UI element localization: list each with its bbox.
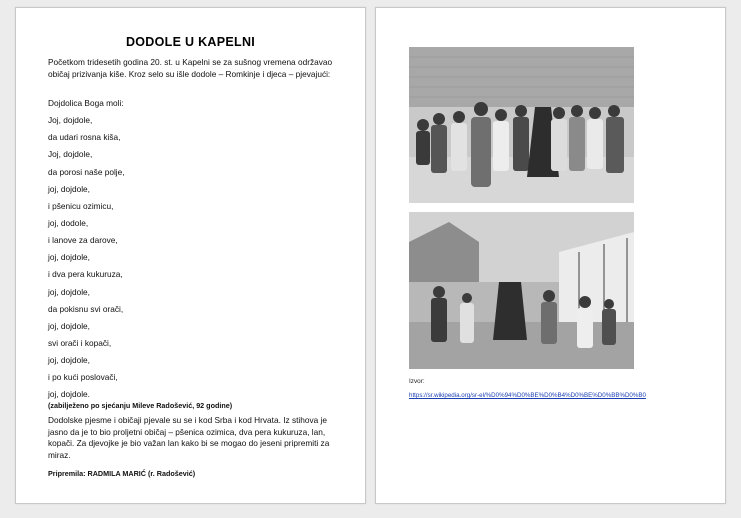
poem-line: da pokisnu svi orači, <box>48 303 124 314</box>
poem-line: joj, dojdole, <box>48 355 90 366</box>
document-page-right <box>375 7 726 504</box>
poem-line: i po kući poslovači, <box>48 372 118 383</box>
source-label: Izvor: <box>409 378 425 385</box>
poem-line: i lanove za darove, <box>48 235 118 246</box>
poem-line: da udari rosna kiša, <box>48 132 121 143</box>
recording-note: (zabilježeno po sjećanju Mileve Radošević, 92 godine) <box>48 401 233 410</box>
poem-line: joj, dodole, <box>48 217 89 228</box>
poem-verses <box>48 95 328 404</box>
closing-paragraph: Dodolske pjesme i običaji pjevale su se i kod Srba i kod Hrvata. Iz stihova je jasno da je to bio proljetni običaj – pšenica ozimica, dva pera kukuruza, lan, kopači. Za djevojke je bio važan lan kako bi se mogao do jeseni pripremiti za miraz. <box>48 415 330 460</box>
poem-line: svi orači i kopači, <box>48 337 112 348</box>
poem-line: da porosi naše polje, <box>48 166 125 177</box>
poem-line: i dva pera kukuruza, <box>48 269 123 280</box>
document-page-left <box>15 7 366 504</box>
dodole-group-photo <box>409 47 634 203</box>
poem-line: joj, dojdole, <box>48 252 90 263</box>
prepared-by: Pripremila: RADMILA MARIĆ (r. Radošević) <box>48 469 196 478</box>
poem-line: joj, dojdole. <box>48 389 90 400</box>
poem-line: Dojdolica Boga moli: <box>48 98 124 108</box>
page-title: DODOLE U KAPELNI <box>125 35 256 49</box>
poem-line: joj, dojdole, <box>48 183 90 194</box>
intro-paragraph: Početkom tridesetih godina 20. st. u Kapelni se za sušnog vremena održavao običaj prizivanja kiše. Kroz selo su išle dodole – Romkinje i djeca – pjevajući: <box>48 57 333 79</box>
poem-line: Joj, dojdole, <box>48 149 93 160</box>
poem-line: Joj, dojdole, <box>48 115 93 126</box>
source-link[interactable]: https://sr.wikipedia.org/sr-el/%D0%94%D0%BE%D0%B4%D0%BE%D0%BB%D0%B0 <box>409 392 646 399</box>
dodole-engraving-illustration <box>409 212 634 369</box>
poem-line: i pšenicu ozimicu, <box>48 200 114 211</box>
poem-line: joj, dojdole, <box>48 286 90 297</box>
poem-line: joj, dojdole, <box>48 320 90 331</box>
